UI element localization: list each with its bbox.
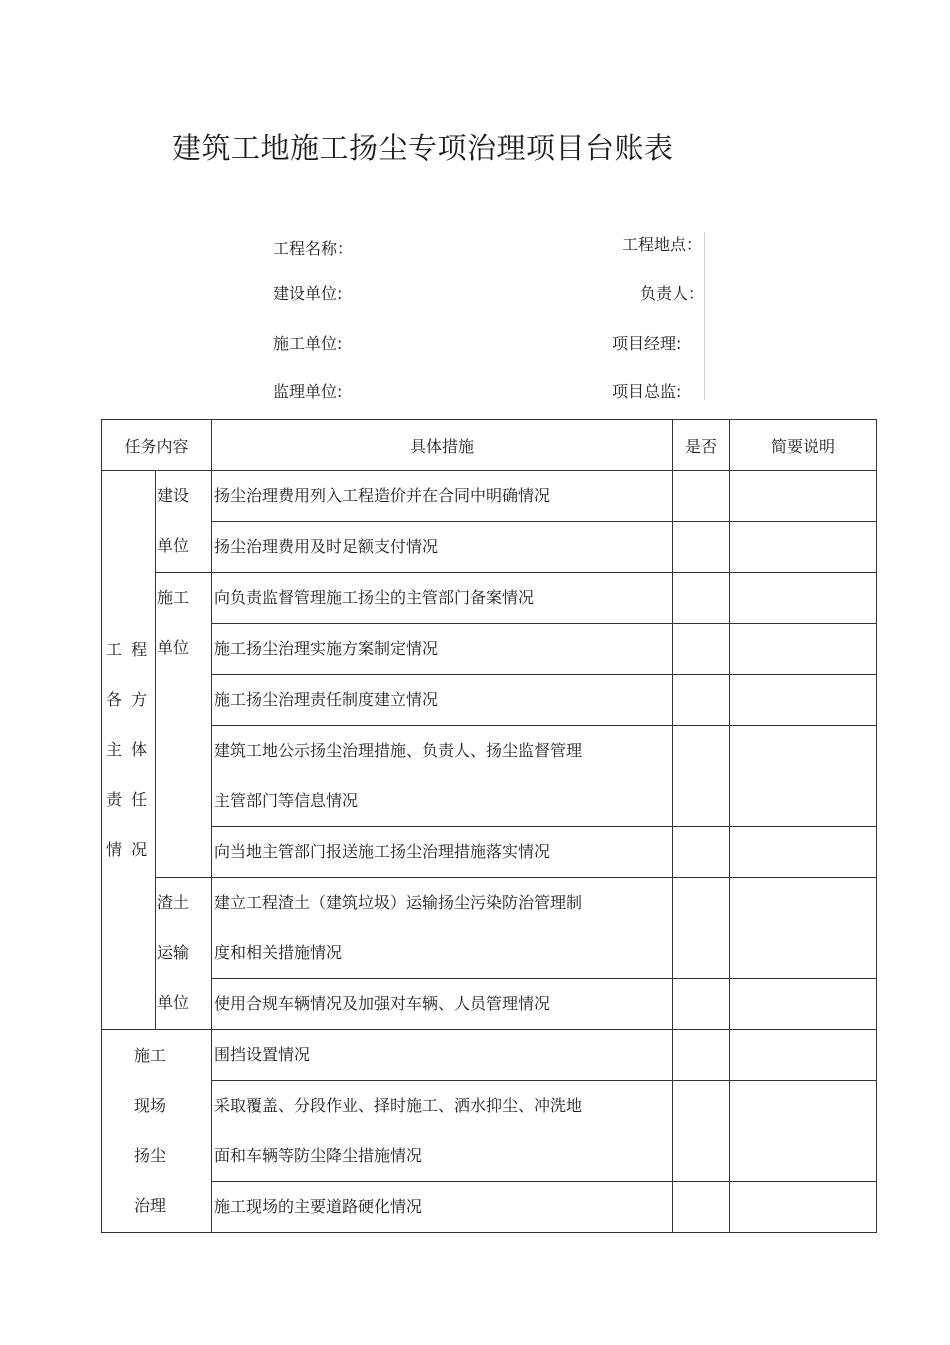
table-row <box>102 675 877 726</box>
yes-no-cell[interactable] <box>673 1081 730 1182</box>
supervisor-unit-label: 监理单位: <box>273 382 343 401</box>
text-line: 采取覆盖、分段作业、择时施工、洒水抑尘、冲洗地 <box>214 1096 583 1115</box>
header-notes: 简要说明 <box>730 420 877 471</box>
text-line: 围挡设置情况 <box>214 1045 311 1064</box>
table-header-row <box>102 420 877 471</box>
table-row <box>102 979 877 1030</box>
text-line: 单位 <box>157 638 190 657</box>
header-task-content: 任务内容 <box>102 420 212 471</box>
text-line: 渣土 <box>157 893 190 912</box>
text-line: 责 任 <box>106 790 150 809</box>
chief-supervisor-label: 项目总监: <box>612 382 682 401</box>
measure-cell <box>212 675 673 726</box>
yes-no-cell[interactable] <box>673 624 730 675</box>
category-cell-responsibility <box>102 471 156 1030</box>
subcategory-cell <box>156 573 212 878</box>
text-line: 施工 <box>134 1046 167 1065</box>
notes-cell[interactable] <box>730 979 877 1030</box>
measure-cell <box>212 1030 673 1081</box>
subcategory-cell <box>156 471 212 573</box>
yes-no-cell[interactable] <box>673 675 730 726</box>
text-line: 运输 <box>157 943 190 962</box>
text-line: 扬尘 <box>134 1146 167 1165</box>
table-row <box>102 878 877 979</box>
info-divider <box>704 232 705 400</box>
text-line: 施工 <box>157 588 190 607</box>
text-line: 扬尘治理费用列入工程造价并在合同中明确情况 <box>214 486 551 505</box>
subcategory-label <box>156 573 211 673</box>
notes-cell[interactable] <box>730 878 877 979</box>
notes-cell[interactable] <box>730 827 877 878</box>
measure-cell <box>212 624 673 675</box>
measure-cell <box>212 522 673 573</box>
text-line: 向当地主管部门报送施工扬尘治理措施落实情况 <box>214 842 551 861</box>
header-measures: 具体措施 <box>212 420 673 471</box>
text-line: 面和车辆等防尘降尘措施情况 <box>214 1146 423 1165</box>
yes-no-cell[interactable] <box>673 522 730 573</box>
subcategory-cell <box>156 878 212 1030</box>
notes-cell[interactable] <box>730 522 877 573</box>
table-row <box>102 573 877 624</box>
text-line: 各 方 <box>106 690 150 709</box>
yes-no-cell[interactable] <box>673 573 730 624</box>
measure-cell <box>212 878 673 979</box>
text-line: 工 程 <box>106 640 150 659</box>
measure-cell <box>212 471 673 522</box>
text-line: 施工扬尘治理责任制度建立情况 <box>214 690 439 709</box>
measure-cell <box>212 979 673 1030</box>
text-line: 施工扬尘治理实施方案制定情况 <box>214 639 439 658</box>
yes-no-cell[interactable] <box>673 1030 730 1081</box>
text-line: 现场 <box>134 1096 167 1115</box>
builder-label: 建设单位: <box>273 284 343 303</box>
ledger-table <box>101 419 877 1233</box>
notes-cell[interactable] <box>730 726 877 827</box>
table-row <box>102 471 877 522</box>
table-row <box>102 827 877 878</box>
text-line: 使用合规车辆情况及加强对车辆、人员管理情况 <box>214 994 551 1013</box>
text-line: 建筑工地公示扬尘治理措施、负责人、扬尘监督管理 <box>214 741 583 760</box>
person-in-charge-label: 负责人： <box>640 284 705 303</box>
text-line: 治理 <box>134 1196 167 1215</box>
text-line: 建立工程渣土（建筑垃圾）运输扬尘污染防治管理制 <box>214 893 583 912</box>
table-row <box>102 1081 877 1182</box>
yes-no-cell[interactable] <box>673 726 730 827</box>
text-line: 向负责监督管理施工扬尘的主管部门备案情况 <box>214 588 535 607</box>
subcategory-label <box>156 878 211 1028</box>
text-line: 情 况 <box>106 840 150 859</box>
category-cell-site-dust-control <box>102 1030 212 1233</box>
notes-cell[interactable] <box>730 1030 877 1081</box>
text-line: 扬尘治理费用及时足额支付情况 <box>214 537 439 556</box>
text-line: 建设 <box>157 486 190 505</box>
measure-cell <box>212 827 673 878</box>
notes-cell[interactable] <box>730 1081 877 1182</box>
notes-cell[interactable] <box>730 624 877 675</box>
project-manager-label: 项目经理: <box>612 334 682 353</box>
table-row <box>102 522 877 573</box>
table-row <box>102 1182 877 1233</box>
page-title: 建筑工地施工扬尘专项治理项目台账表 <box>172 131 674 165</box>
yes-no-cell[interactable] <box>673 979 730 1030</box>
yes-no-cell[interactable] <box>673 1182 730 1233</box>
table-row <box>102 624 877 675</box>
text-line: 度和相关措施情况 <box>214 943 343 962</box>
measure-cell <box>212 1081 673 1182</box>
notes-cell[interactable] <box>730 471 877 522</box>
notes-cell[interactable] <box>730 573 877 624</box>
text-line: 单位 <box>157 993 190 1012</box>
yes-no-cell[interactable] <box>673 471 730 522</box>
measure-cell <box>212 1182 673 1233</box>
text-line: 施工现场的主要道路硬化情况 <box>214 1197 423 1216</box>
notes-cell[interactable] <box>730 675 877 726</box>
measure-cell <box>212 726 673 827</box>
yes-no-cell[interactable] <box>673 827 730 878</box>
header-yes-no: 是否 <box>673 420 730 471</box>
text-line: 主管部门等信息情况 <box>214 791 359 810</box>
text-line: 主 体 <box>106 740 150 759</box>
project-name-label: 工程名称： <box>273 239 354 258</box>
project-location-label: 工程地点： <box>622 235 703 254</box>
table-row <box>102 726 877 827</box>
table-row <box>102 1030 877 1081</box>
subcategory-label <box>156 471 211 571</box>
measure-cell <box>212 573 673 624</box>
notes-cell[interactable] <box>730 1182 877 1233</box>
yes-no-cell[interactable] <box>673 878 730 979</box>
text-line: 单位 <box>157 536 190 555</box>
contractor-label: 施工单位: <box>273 334 343 353</box>
